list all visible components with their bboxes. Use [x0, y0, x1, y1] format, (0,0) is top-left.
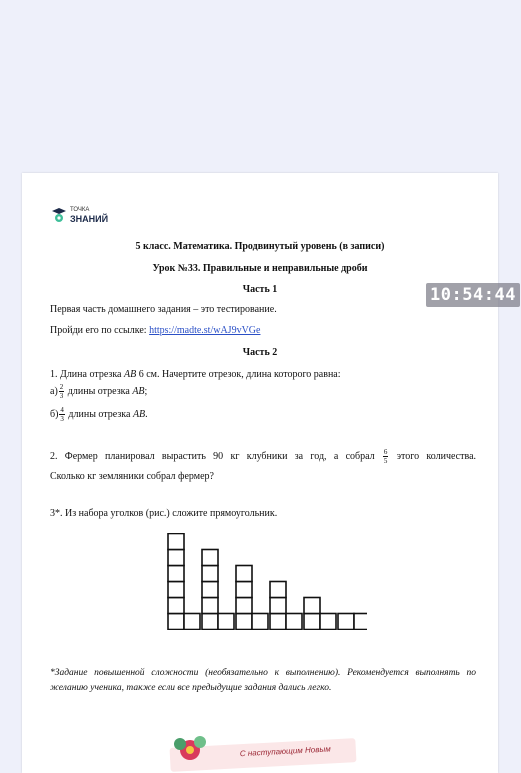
- part1-link-line: [50, 325, 260, 336]
- corner-cell: [218, 614, 234, 630]
- corner-cell: [252, 614, 268, 630]
- corner-cell: [202, 566, 218, 582]
- part2-heading: Часть 2: [242, 347, 278, 358]
- corner-cell: [202, 598, 218, 614]
- link-prefix: Пройди его по ссылке:: [50, 325, 150, 336]
- corner-cell: [304, 614, 320, 630]
- corner-cell: [320, 614, 336, 630]
- footnote: *Задание повышенной сложности (необязательно к выполнению). Рекомендуется выполнять по желанию ученика, также если все предыдущие задания дались легко.: [50, 668, 476, 693]
- fraction-b: $\frac{4}{3}$: [60, 406, 64, 423]
- task3-text: 3*. Из набора уголков (рис.) сложите прямоугольник.: [50, 508, 278, 519]
- task1-option-a: а) $\frac{2}{3}$ длины отрезка AB;: [50, 383, 148, 400]
- corner-piece: [270, 582, 302, 630]
- lesson-title: Урок №33. Правильные и неправильные дроби: [152, 263, 368, 274]
- task1-intro: 1. Длина отрезка AB 6 см. Начертите отрезок, длина которого равна:: [50, 369, 341, 380]
- corner-cell: [270, 614, 286, 630]
- task2-line2: Сколько кг земляники собрал фермер?: [50, 471, 214, 482]
- corner-cell: [286, 614, 302, 630]
- corner-cell: [168, 598, 184, 614]
- corner-cell: [184, 614, 200, 630]
- corner-cell: [270, 582, 286, 598]
- corner-cell: [236, 614, 252, 630]
- corner-piece: [168, 534, 200, 630]
- task1-option-b: б) $\frac{4}{3}$ длины отрезка AB.: [50, 406, 148, 423]
- part1-heading: Часть 1: [242, 284, 278, 295]
- corner-cell: [202, 614, 218, 630]
- corner-cell: [236, 598, 252, 614]
- fraction-task2: $\frac{6}{5}$: [383, 448, 388, 465]
- corner-cell: [202, 550, 218, 566]
- corner-piece: [304, 598, 336, 630]
- fraction-a: $\frac{2}{3}$: [59, 383, 64, 400]
- corner-piece: [236, 566, 268, 630]
- corner-cell: [236, 566, 252, 582]
- logo: [52, 206, 108, 224]
- course-title: 5 класс. Математика. Продвинутый уровень (в записи): [135, 241, 385, 252]
- corner-cell: [168, 566, 184, 582]
- corner-cell: [236, 582, 252, 598]
- banner-text: С наступающим Новым: [239, 744, 331, 759]
- document-page: [22, 173, 498, 773]
- corner-cell: [304, 598, 320, 614]
- logo-line2: ЗНАНИЙ: [70, 214, 109, 224]
- logo-line1: ТОЧКА: [70, 207, 90, 213]
- corner-piece: [338, 614, 367, 630]
- corner-cell: [270, 598, 286, 614]
- corner-cell: [168, 614, 184, 630]
- corner-piece: [202, 550, 234, 630]
- corner-cell: [202, 582, 218, 598]
- video-timestamp: 10:54:44: [426, 283, 520, 307]
- corner-cell: [338, 614, 354, 630]
- corners-figure: [167, 533, 367, 630]
- corner-cell: [354, 614, 367, 630]
- graduation-cap-icon: [52, 207, 66, 223]
- decoration-flower-icon: [170, 730, 210, 770]
- corner-cell: [168, 550, 184, 566]
- part1-text: Первая часть домашнего задания – это тестирование.: [50, 304, 277, 315]
- corner-cell: [168, 582, 184, 598]
- corner-cell: [168, 534, 184, 550]
- task2-line1: 2. Фермер планировал вырастить 90 кг клубники за год, а собрал $\frac{6}{5}$ этого количества.: [50, 448, 477, 465]
- test-link[interactable]: https://madte.st/wAJ9vVGe: [149, 325, 261, 336]
